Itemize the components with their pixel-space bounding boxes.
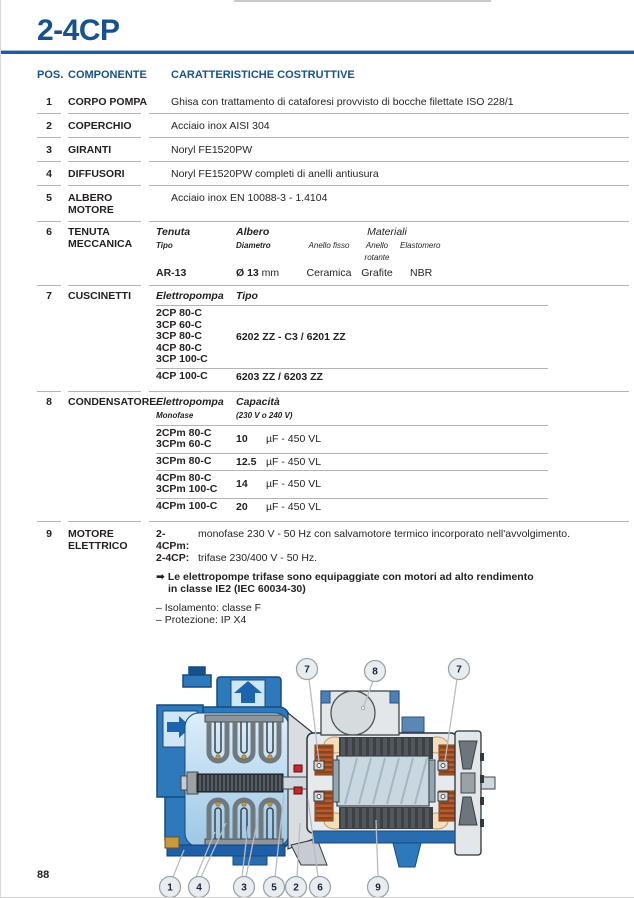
bearings-col1-header: Elettropompa (156, 290, 224, 302)
header-divider (1, 50, 634, 54)
pump-model: 3CP 100-C (156, 353, 208, 365)
pump-model-list (156, 473, 236, 496)
bearings-col2-header: Tipo (236, 290, 258, 302)
callout-7-right (449, 658, 470, 679)
seal-rotating-ring: Grafite (361, 267, 393, 279)
svg-text:1: 1 (167, 882, 173, 893)
row-component: CONDENSATORE (68, 395, 157, 408)
pump-model: 3CPm 100-C (156, 483, 218, 495)
seal-col1-header: Tenuta (156, 226, 191, 238)
seal-sub-elastomero: Elastomero (400, 241, 441, 250)
row-separator (37, 391, 629, 392)
page-title: 2-4CP (37, 14, 120, 47)
row-description: Noryl FE1520PW (171, 143, 253, 156)
row-separator (37, 161, 629, 162)
bearings-subtable (149, 290, 548, 385)
row-description: Acciaio inox AISI 304 (171, 119, 270, 132)
row-component: COPERCHIO (68, 119, 132, 132)
seal-type-value: AR-13 (156, 267, 187, 279)
capacitor-col2-subheader: (230 V o 240 V) (236, 410, 293, 420)
efficiency-note: ➡ Le elettropompe trifase sono equipaggiate con motori ad alto rendimento in classe IE2 (IEC 60034-30) (156, 570, 534, 595)
diffuser-rail-top (205, 715, 283, 722)
row-pos: 9 (46, 527, 52, 540)
pump-model-list (156, 456, 236, 468)
filler-plug (183, 675, 211, 687)
header-component: COMPONENTE (68, 69, 147, 81)
seal-header-row (156, 226, 629, 238)
seal-diameter-value: Ø 13 mm (236, 267, 280, 279)
svg-text:2: 2 (293, 882, 299, 893)
row-pos: 4 (46, 167, 52, 180)
table-row-seal (37, 222, 629, 285)
rotor-end-ring (429, 760, 435, 802)
pump-model: 2CP 80-C (156, 307, 202, 319)
motor-foot (393, 843, 421, 867)
row-description: Noryl FE1520PW completi di anelli antiusura (171, 167, 379, 180)
capacitor-group (156, 426, 548, 454)
fan-hub (461, 773, 475, 793)
seal-sub-anello-fisso: Anello fisso (308, 241, 350, 250)
svg-text:4: 4 (196, 882, 202, 893)
svg-text:9: 9 (375, 882, 381, 893)
bearing-type: 6203 ZZ / 6203 ZZ (236, 370, 323, 383)
table-row-bearings (37, 286, 629, 391)
bearings-group (156, 306, 548, 369)
capacitor-group (156, 454, 548, 471)
svg-text:5: 5 (271, 882, 277, 893)
callout-6 (310, 876, 331, 897)
row-component: MOTORE ELETTRICO (68, 527, 128, 552)
leader-dot (361, 706, 365, 710)
spec-table (37, 69, 629, 898)
motor-monophase-line: 2-4CPm: monofase 230 V - 50 Hz con salvamotore termico incorporato nell'avvolgimento. (156, 527, 571, 552)
bearings-group (156, 369, 548, 385)
header-characteristics: CARATTERISTICHE COSTRUTTIVE (171, 69, 355, 81)
row-pos: 5 (46, 191, 52, 204)
table-row (37, 186, 629, 221)
seal-sub-diametro: Diametro (236, 241, 271, 250)
capacitor (321, 691, 399, 735)
pump-model: 4CPm 80-C (156, 471, 212, 484)
callout-8 (365, 660, 386, 681)
capacitance-value: 10 µF - 450 VL (236, 433, 322, 445)
pump-model: 4CP 100-C (156, 369, 208, 382)
pump-base (167, 845, 285, 856)
seal-subtable (149, 226, 629, 279)
drain-plug (165, 837, 179, 848)
shaft-nut (187, 772, 198, 794)
table-row (37, 162, 629, 185)
row-pos: 3 (46, 143, 52, 156)
seal-elastomer: NBR (410, 267, 433, 279)
capacitor-bracket (321, 691, 330, 703)
capacitor-header-row (156, 396, 548, 426)
capacitance-value: 20 µF - 450 VL (236, 500, 322, 513)
capacitance-value: 12.5 µF - 450 VL (236, 455, 322, 468)
svg-text:7: 7 (456, 664, 462, 675)
motor-notes (156, 602, 629, 627)
terminal-box (402, 717, 424, 732)
seal-fixed-ring: Ceramica (306, 267, 352, 279)
pump-model-list (156, 428, 236, 451)
row-pos: 6 (46, 226, 52, 238)
pump-model: 4CP 80-C (156, 341, 202, 354)
pump-model: 3CP 80-C (156, 330, 202, 342)
pump-model: 3CPm 80-C (156, 454, 212, 467)
capacitor-group (156, 499, 548, 515)
row-description: Ghisa con trattamento di cataforesi provvisto di bocche filettate ISO 228/1 (171, 95, 514, 108)
pump-model: 2CPm 80-C (156, 426, 212, 439)
callout-9 (368, 876, 389, 897)
callout-2 (286, 876, 307, 897)
row-pos: 2 (46, 119, 52, 132)
capacitance-value: 14 µF - 450 VL (236, 478, 322, 490)
row-component: CUSCINETTI (68, 290, 131, 302)
row-separator (37, 221, 629, 222)
svg-text:8: 8 (372, 666, 378, 677)
table-row (37, 90, 629, 113)
pump-model: 4CPm 100-C (156, 499, 218, 512)
rotor-end-ring (333, 760, 339, 802)
row-component: GIRANTI (68, 143, 112, 156)
motor-base (313, 831, 455, 843)
callout-7-left (297, 658, 318, 679)
pump-model-list (156, 371, 236, 383)
capacitor-col2-header: Capacità (230 V o 240 V) (236, 396, 548, 422)
callout-4 (189, 876, 210, 897)
seal-materials-header: Materiali (367, 226, 407, 238)
pump-cross-section (121, 653, 521, 898)
row-pos: 7 (46, 290, 52, 302)
protection-note: – Protezione: IP X4 (156, 614, 247, 626)
row-separator (37, 137, 629, 138)
seal-col2-header: Albero (236, 226, 270, 238)
fan-end (455, 731, 484, 855)
callout-5 (264, 876, 285, 897)
pump-diagram (121, 653, 521, 898)
page-number: 88 (37, 869, 50, 881)
pump-model: 3CP 60-C (156, 318, 202, 331)
table-row-capacitor (37, 392, 629, 521)
insulation-note: – Isolamento: classe F (156, 601, 262, 614)
seal-sub-anello-rotante: Anello rotante (364, 241, 390, 262)
pump-model-list (156, 501, 236, 513)
capacitor-col1-header: Elettropompa Monofase (156, 396, 236, 422)
callout-1 (160, 876, 181, 897)
table-row (37, 114, 629, 137)
callout-3 (234, 876, 255, 897)
table-row-motor (37, 522, 629, 633)
row-pos: 8 (46, 395, 52, 408)
row-separator (37, 113, 629, 114)
row-component: TENUTA MECCANICA (68, 226, 133, 250)
motor-threephase-line: 2-4CP: trifase 230/400 V - 50 Hz. (156, 551, 318, 564)
row-separator (37, 521, 629, 522)
capacitor-col1-subheader: Monofase (156, 410, 194, 420)
seal-sub-tipo: Tipo (156, 241, 173, 250)
bearings-header-row (156, 290, 548, 306)
svg-text:7: 7 (304, 664, 310, 675)
seal-subheader-row (156, 240, 629, 264)
table-row (37, 138, 629, 161)
row-component: ALBERO MOTORE (68, 191, 114, 216)
pump-model: 3CPm 60-C (156, 438, 212, 450)
row-separator (37, 185, 629, 186)
row-component: DIFFUSORI (68, 167, 125, 180)
table-header (37, 69, 629, 81)
svg-text:6: 6 (317, 882, 323, 893)
pump-model-list (156, 308, 236, 366)
arrow-icon: ➡ (156, 570, 165, 583)
header-pos: POS. (37, 69, 64, 81)
seal-data-row (156, 267, 629, 279)
svg-text:3: 3 (241, 882, 247, 893)
row-component: CORPO POMPA (68, 95, 148, 108)
row-pos: 1 (46, 95, 52, 108)
row-description: Acciaio inox EN 10088-3 - 1.4104 (171, 191, 328, 204)
capacitor-bracket (390, 691, 399, 703)
capacitor-group (156, 471, 548, 499)
capacitor-subtable (149, 396, 548, 515)
bearing-type: 6202 ZZ - C3 / 6201 ZZ (236, 330, 346, 343)
motor-description (149, 528, 629, 627)
page-edge-line (234, 0, 491, 2)
row-separator (37, 285, 629, 286)
capacitor-can (331, 691, 375, 735)
